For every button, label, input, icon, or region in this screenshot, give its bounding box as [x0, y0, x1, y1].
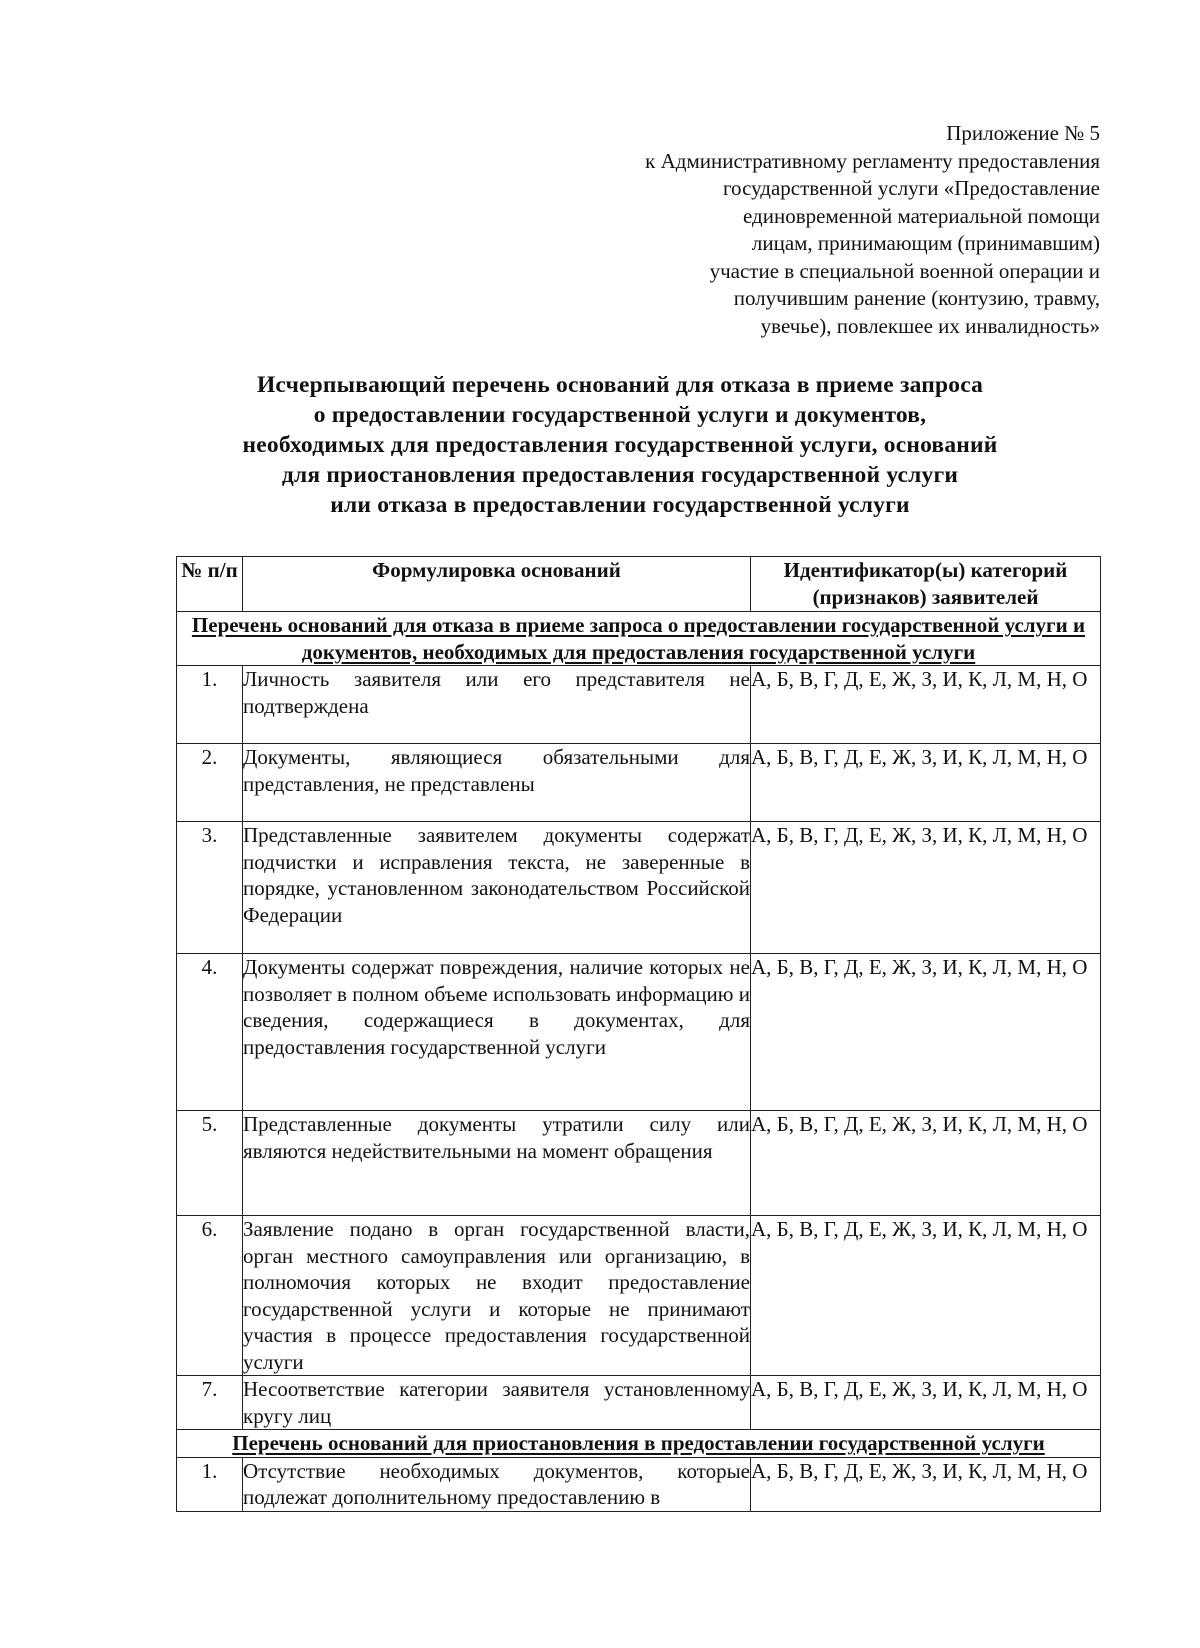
grounds-table	[176, 556, 1101, 1512]
row-identifiers: А, Б, В, Г, Д, Е, Ж, З, И, К, Л, М, Н, О	[751, 1457, 1101, 1511]
row-identifiers: А, Б, В, Г, Д, Е, Ж, З, И, К, Л, М, Н, О	[751, 1216, 1101, 1376]
row-identifiers: А, Б, В, Г, Д, Е, Ж, З, И, К, Л, М, Н, О	[751, 1111, 1101, 1216]
appendix-line: участие в специальной военной операции и	[709, 258, 1100, 283]
appendix-line: увечье), повлекшее их инвалидность»	[760, 313, 1100, 338]
appendix-line: получившим ранение (контузию, травму,	[733, 286, 1100, 310]
appendix-line: государственной услуги «Предоставление	[722, 176, 1100, 200]
row-identifiers: А, Б, В, Г, Д, Е, Ж, З, И, К, Л, М, Н, О	[751, 666, 1101, 744]
row-identifiers: А, Б, В, Г, Д, Е, Ж, З, И, К, Л, М, Н, О	[751, 744, 1101, 822]
header-wording: Формулировка оснований	[243, 557, 751, 612]
row-number: 7.	[177, 1376, 243, 1430]
row-wording: Заявление подано в орган государственной власти, орган местного самоуправления или организацию, в полномочия которых не входит предоставление государственной услуги и которые не принимают участия в процессе предоставления государственной услуги	[243, 1217, 750, 1374]
table-row	[177, 1457, 1101, 1511]
row-wording: Документы содержат повреждения, наличие которых не позволяет в полном объеме использовать информацию и сведения, содержащиеся в документах, для предоставления государственной услуги	[243, 954, 751, 1111]
document-title	[150, 370, 1090, 520]
row-number: 3.	[177, 822, 243, 954]
appendix-line: Приложение № 5	[946, 121, 1100, 145]
row-identifiers: А, Б, В, Г, Д, Е, Ж, З, И, К, Л, М, Н, О	[751, 954, 1101, 1111]
table-row	[177, 1216, 1101, 1376]
table-header-row	[177, 557, 1101, 612]
table-row	[177, 666, 1101, 744]
row-wording: Отсутствие необходимых документов, которые подлежат дополнительному предоставлению в	[243, 1458, 750, 1509]
title-line: необходимых для предоставления государственной услуги, оснований	[242, 432, 998, 458]
title-line: Исчерпывающий перечень оснований для отказа в приеме запроса	[256, 372, 984, 398]
row-wording: Представленные документы утратили силу или являются недействительными на момент обращения	[243, 1111, 751, 1216]
table-row	[177, 1111, 1101, 1216]
row-number: 1.	[177, 1457, 243, 1511]
appendix-block	[645, 120, 1100, 340]
title-line: или отказа в предоставлении государственной услуги	[330, 492, 910, 518]
header-number: № п/п	[177, 557, 243, 612]
row-number: 6.	[177, 1216, 243, 1376]
row-wording: Несоответствие категории заявителя установленному кругу лиц	[243, 1377, 750, 1428]
table-row	[177, 1376, 1101, 1430]
section-header-row	[177, 612, 1101, 666]
appendix-line: лицам, принимающим (принимавшим)	[751, 231, 1100, 255]
row-number: 5.	[177, 1111, 243, 1216]
header-identifiers: Идентификатор(ы) категорий (признаков) заявителей	[751, 557, 1101, 612]
row-number: 1.	[177, 666, 243, 744]
row-wording: Представленные заявителем документы содержат подчистки и исправления текста, не заверенные в порядке, установленном законодательством Российской Федерации	[243, 822, 751, 954]
section-title: Перечень оснований для отказа в приеме запроса о предоставлении государственной услуги и документов, необходимых для предоставления государственной услуги	[177, 612, 1101, 666]
title-line: о предоставлении государственной услуги и документов,	[313, 402, 927, 428]
row-wording: Личность заявителя или его представителя не подтверждена	[243, 666, 751, 744]
appendix-line: единовременной материальной помощи	[743, 203, 1100, 228]
appendix-line: к Административному регламенту предоставления	[645, 148, 1100, 173]
row-number: 2.	[177, 744, 243, 822]
section-title: Перечень оснований для приостановления в предоставлении государственной услуги	[177, 1430, 1101, 1458]
table-row	[177, 954, 1101, 1111]
row-wording: Документы, являющиеся обязательными для представления, не представлены	[243, 744, 751, 822]
title-line: для приостановления предоставления государственной услуги	[281, 462, 959, 488]
row-identifiers: А, Б, В, Г, Д, Е, Ж, З, И, К, Л, М, Н, О	[751, 1376, 1101, 1430]
row-number: 4.	[177, 954, 243, 1111]
row-identifiers: А, Б, В, Г, Д, Е, Ж, З, И, К, Л, М, Н, О	[751, 822, 1101, 954]
table-row	[177, 744, 1101, 822]
table-row	[177, 822, 1101, 954]
section-header-row	[177, 1430, 1101, 1458]
